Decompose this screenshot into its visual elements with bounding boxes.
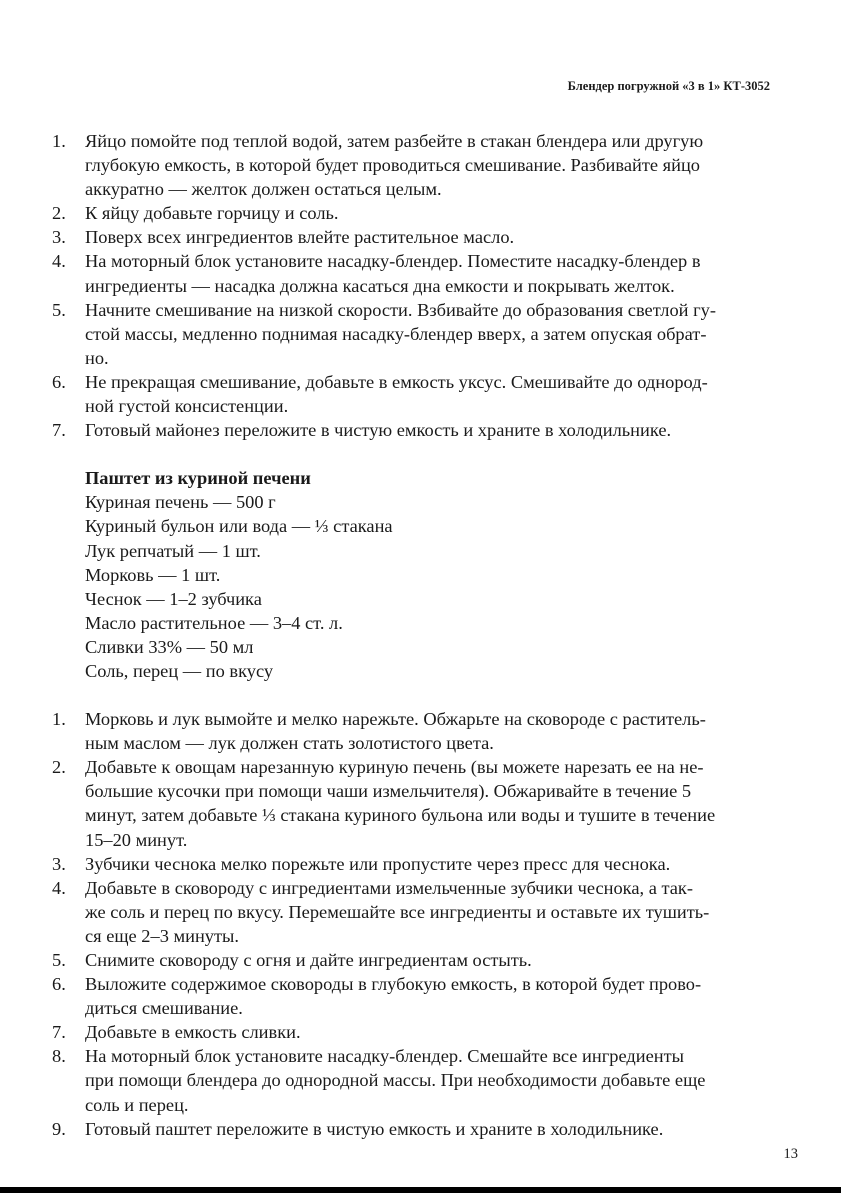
step-line: Не прекращая смешивание, добавьте в емкость уксус. Смешивайте до однород-	[85, 371, 708, 392]
step-number: 5.	[52, 299, 66, 320]
step-number: 2.	[52, 203, 66, 224]
ingredient-item: Соль, перец — по вкусу	[85, 660, 274, 681]
step-line: Зубчики чеснока мелко порежьте или пропустите через пресс для чеснока.	[85, 853, 671, 874]
pate-recipe	[52, 466, 774, 683]
step-line: ной густой консистенции.	[85, 396, 289, 417]
page-content	[52, 129, 774, 1141]
step-number: 8.	[52, 1046, 66, 1067]
step-line: К яйцу добавьте горчицу и соль.	[85, 203, 339, 224]
step-line: Готовый паштет переложите в чистую емкость и храните в холодильнике.	[85, 1118, 664, 1139]
list-item	[52, 972, 774, 1020]
step-number: 4.	[52, 877, 66, 898]
list-item	[52, 129, 774, 201]
list-item	[52, 1044, 774, 1116]
list-item	[52, 298, 774, 370]
recipe-title: Паштет из куриной печени	[85, 468, 311, 489]
mayonnaise-steps	[52, 129, 774, 442]
step-line: Добавьте к овощам нарезанную куриную печень (вы можете нарезать ее на не-	[85, 757, 704, 778]
list-item	[52, 418, 774, 442]
ingredient-item: Масло растительное — 3–4 ст. л.	[85, 612, 343, 633]
ingredient-item: Чеснок — 1–2 зубчика	[85, 588, 262, 609]
step-number: 3.	[52, 853, 66, 874]
step-line: На моторный блок установите насадку-блендер. Поместите насадку-блендер в	[85, 251, 701, 272]
step-line: Готовый майонез переложите в чистую емкость и храните в холодильнике.	[85, 420, 672, 441]
page-number: 13	[783, 1146, 798, 1162]
list-item	[52, 225, 774, 249]
pate-steps	[52, 707, 774, 1141]
step-line: глубокую емкость, в которой будет проводиться смешивание. Разбивайте яйцо	[85, 155, 700, 176]
list-item	[52, 755, 774, 851]
step-number: 3.	[52, 227, 66, 248]
step-line: ся еще 2–3 минуты.	[85, 925, 239, 946]
step-number: 7.	[52, 420, 66, 441]
step-line: Яйцо помойте под теплой водой, затем разбейте в стакан блендера или другую	[85, 131, 704, 151]
step-line: соль и перец.	[85, 1094, 189, 1115]
ingredient-item: Лук репчатый — 1 шт.	[85, 540, 261, 561]
step-number: 2.	[52, 757, 66, 778]
step-line: Поверх всех ингредиентов влейте растительное масло.	[85, 227, 515, 248]
ingredient-item: Куриная печень — 500 г	[85, 492, 276, 513]
step-line: большие кусочки при помощи чаши измельчителя). Обжаривайте в течение 5	[85, 781, 692, 802]
list-item	[52, 1117, 774, 1141]
list-item	[52, 948, 774, 972]
step-line: же соль и перец по вкусу. Перемешайте все ингредиенты и оставьте их тушить-	[85, 901, 710, 922]
list-item	[52, 852, 774, 876]
running-header: Блендер погружной «3 в 1» КТ-3052	[567, 79, 770, 93]
step-number: 7.	[52, 1022, 66, 1043]
step-number: 6.	[52, 371, 66, 392]
step-number: 6.	[52, 974, 66, 995]
step-line: при помощи блендера до однородной массы. При необходимости добавьте еще	[85, 1070, 706, 1091]
ingredient-list	[85, 490, 774, 683]
step-line: Морковь и лук вымойте и мелко нарежьте. Обжарьте на сковороде с раститель-	[85, 709, 706, 730]
step-number: 1.	[52, 709, 66, 730]
step-line: На моторный блок установите насадку-блендер. Смешайте все ингредиенты	[85, 1046, 684, 1067]
step-line: Начните смешивание на низкой скорости. Взбивайте до образования светлой гу-	[85, 299, 716, 320]
step-line: стой массы, медленно поднимая насадку-блендер вверх, а затем опуская обрат-	[85, 323, 707, 344]
list-item	[52, 249, 774, 297]
step-line: Снимите сковороду с огня и дайте ингредиентам остыть.	[85, 950, 532, 970]
list-item	[52, 707, 774, 755]
step-line: Добавьте в емкость сливки.	[85, 1022, 301, 1043]
list-item	[52, 370, 774, 418]
list-item	[52, 201, 774, 225]
list-item	[52, 1020, 774, 1044]
step-line: минут, затем добавьте ⅓ стакана куриного бульона или воды и тушите в течение	[85, 805, 716, 826]
ingredient-item: Морковь — 1 шт.	[85, 564, 221, 585]
step-line: ным маслом — лук должен стать золотистого цвета.	[85, 733, 494, 754]
bottom-rule	[0, 1187, 841, 1193]
step-line: аккуратно — желток должен остаться целым.	[85, 179, 442, 200]
step-line: 15–20 минут.	[85, 829, 188, 850]
step-number: 5.	[52, 950, 66, 970]
list-item	[52, 876, 774, 948]
step-number: 4.	[52, 251, 66, 272]
step-number: 1.	[52, 131, 66, 151]
ingredient-item: Сливки 33% — 50 мл	[85, 636, 254, 657]
step-line: Выложите содержимое сковороды в глубокую емкость, в которой будет прово-	[85, 974, 702, 995]
step-line: но.	[85, 347, 109, 368]
step-number: 9.	[52, 1118, 66, 1139]
step-line: Добавьте в сковороду с ингредиентами измельченные зубчики чеснока, а так-	[85, 877, 693, 898]
ingredient-item: Куриный бульон или вода — ⅓ стакана	[85, 516, 393, 537]
step-line: ингредиенты — насадка должна касаться дна емкости и покрывать желток.	[85, 275, 675, 296]
step-line: диться смешивание.	[85, 998, 243, 1019]
